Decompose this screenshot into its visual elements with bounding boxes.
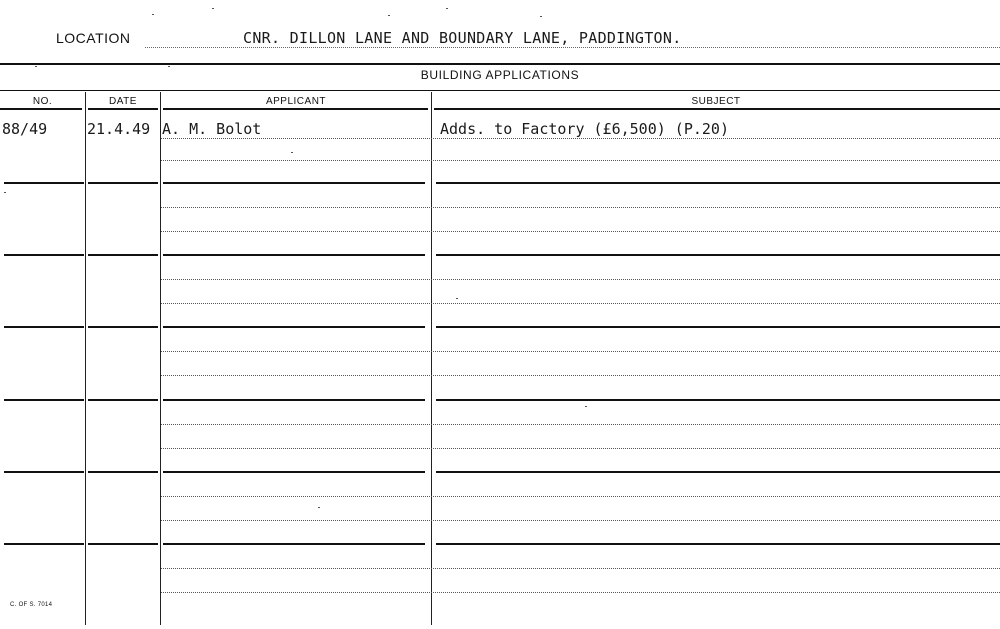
row-separator [436,326,1000,328]
dotted-line [161,160,1000,161]
form-code: C. OF S. 7014 [10,602,53,608]
top-rule [0,63,1000,65]
row-separator [163,399,425,401]
column-divider-3 [431,92,432,625]
dotted-line [161,231,1000,232]
dotted-line [161,138,1000,139]
row-separator [88,471,158,473]
row-separator [436,471,1000,473]
header-top-rule [0,90,1000,91]
scan-speck [540,16,542,17]
header-bottom-rule-no [0,108,82,110]
header-bottom-rule-applicant [163,108,428,110]
location-label: LOCATION [56,30,131,46]
location-value: CNR. DILLON LANE AND BOUNDARY LANE, PADDINGTON. [243,29,682,47]
row-separator [4,254,84,256]
section-title: BUILDING APPLICATIONS [420,68,580,82]
scan-speck [446,8,448,9]
scan-speck [212,8,214,9]
scan-speck [168,66,170,67]
dotted-line [161,448,1000,449]
scan-speck [291,152,293,153]
row-separator [163,254,425,256]
entry-date: 21.4.49 [87,120,151,138]
dotted-line [161,520,1000,521]
row-separator [88,326,158,328]
row-separator [4,182,84,184]
row-separator [4,471,84,473]
column-header-no: NO. [32,96,53,107]
scan-speck [388,15,390,16]
row-separator [4,326,84,328]
scan-speck [456,298,458,299]
header-bottom-rule-subject [434,108,1000,110]
dotted-line [161,207,1000,208]
row-separator [436,182,1000,184]
row-separator [436,399,1000,401]
row-separator [436,254,1000,256]
location-dotted-line [145,47,1000,48]
dotted-line [161,424,1000,425]
scan-speck [35,66,37,67]
row-separator [163,471,425,473]
row-separator [163,182,425,184]
row-separator [88,254,158,256]
column-header-date: DATE [109,96,137,107]
row-separator [4,543,84,545]
header-bottom-rule-date [88,108,158,110]
entry-no: 88/49 [2,120,48,138]
dotted-line [161,375,1000,376]
scan-speck [318,507,320,508]
column-header-subject: SUBJECT [691,96,741,107]
dotted-line [161,303,1000,304]
row-separator [88,399,158,401]
dotted-line [161,279,1000,280]
entry-subject: Adds. to Factory (£6,500) (P.20) [440,120,729,138]
column-header-applicant: APPLICANT [265,96,327,107]
row-separator [163,326,425,328]
row-separator [88,543,158,545]
row-separator [436,543,1000,545]
scan-speck [4,192,6,193]
scan-speck [585,406,587,407]
row-separator [4,399,84,401]
row-separator [163,543,425,545]
dotted-line [161,568,1000,569]
dotted-line [161,496,1000,497]
row-separator [88,182,158,184]
scan-speck [152,14,154,15]
entry-applicant: A. M. Bolot [162,120,262,138]
dotted-line [161,351,1000,352]
column-divider-1 [85,92,86,625]
column-divider-2 [160,92,161,625]
dotted-line [161,592,1000,593]
